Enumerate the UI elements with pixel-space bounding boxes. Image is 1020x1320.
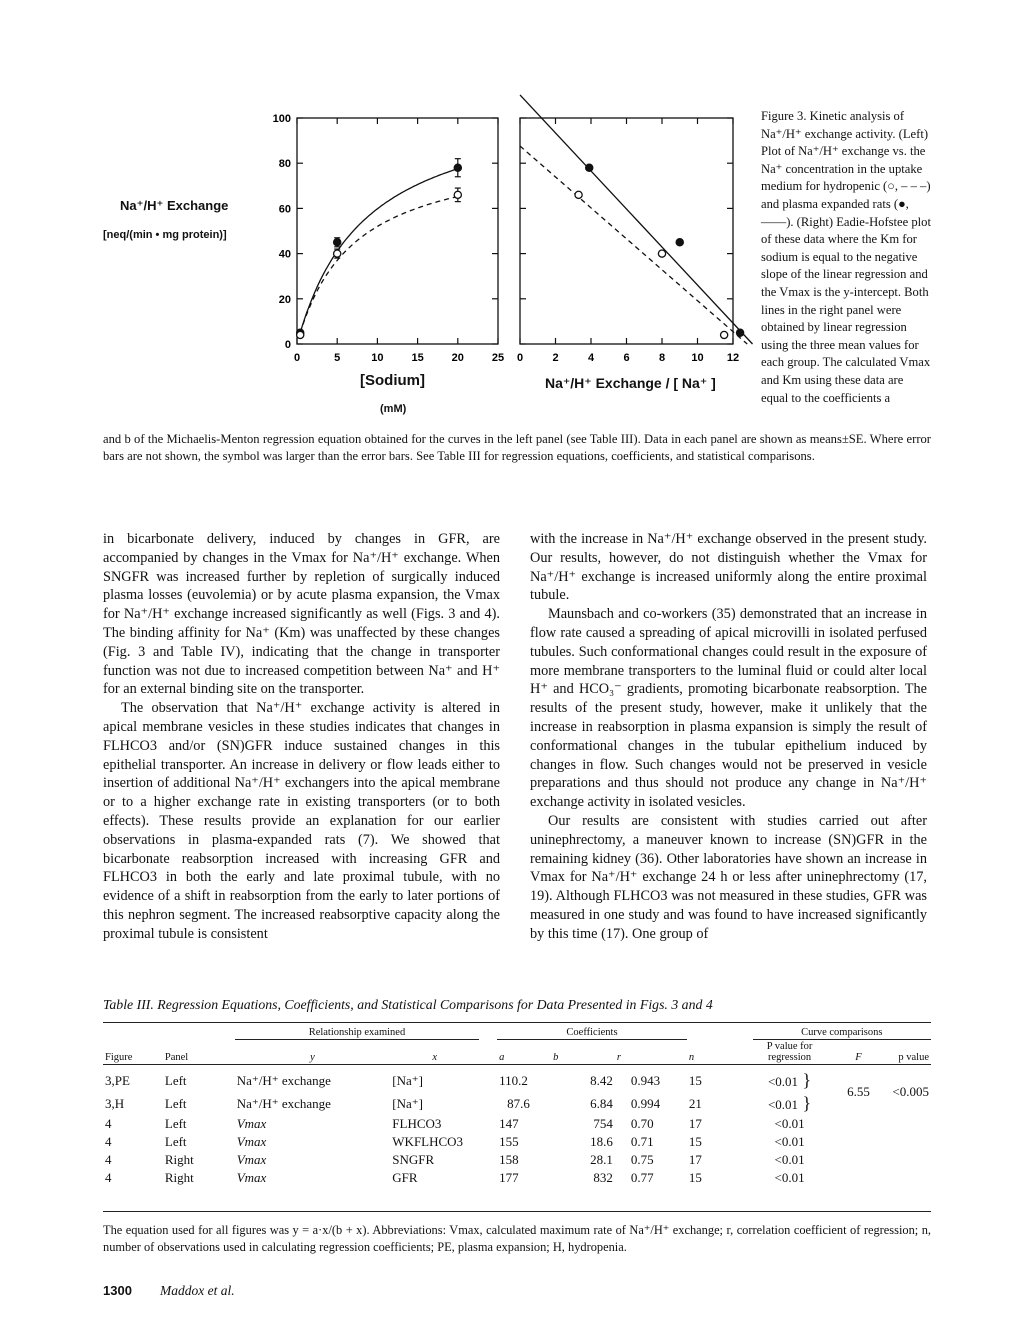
data-point-hydropenic [658,250,665,257]
cell-b: 6.84 [590,1095,613,1111]
cell-F: 6.55 [847,1084,870,1099]
regression-line-hydropenic [520,146,747,344]
column-header: n [688,1052,695,1063]
column-header: x [432,1052,438,1063]
data-point-plasma-expanded [586,164,593,171]
cell-y: Vmax [236,1134,267,1149]
cell-y: Vmax [236,1152,267,1167]
cell-a: 87.6 [507,1095,530,1111]
paragraph: in bicarbonate delivery, induced by changes in GFR, are accompanied by changes in the Vmax for Na⁺/H⁺ exchange. When SNGFR was increased further by repletion of surgically induced plasma losses (euvolemia) or by acute plasma expansion, the Vmax for Na⁺/H⁺ exchange increased significantly as well (Figs. 3 and 4). The binding affinity for Na⁺ (Km) was unaffected by these changes (Fig. 3 and Table IV), indicating that the change in transporter function was not due to increased competition between Na⁺ and H⁺ for an external binding site on the transporter. [103,531,500,698]
cell-figure: 4 [105,1116,112,1131]
figure-caption: Figure 3. Kinetic analysis of Na⁺/H⁺ exchange activity. (Left) Plot of Na⁺/H⁺ exchange vs. the Na⁺ concentration in the uptake medium for hydropenic (○, – – –) and plasma expanded rats (●, ——). (Right) Eadie-Hofstee plot of these data where the Km for sodium is equal to the negative slope of the linear regression and the Vmax is the y-intercept. Both lines in the right panel were obtained by linear regression using the three mean values for each group. The calculated Vmax and Km using these data are equal to the coefficients a [761,109,931,405]
cell-p: <0.01 [774,1170,805,1185]
right-x-axis-label: Na⁺/H⁺ Exchange / [ Na⁺ ] [545,375,716,391]
plot-frame [297,118,498,344]
cell-y: Na⁺/H⁺ exchange [236,1072,331,1088]
cell-a: 110.2 [499,1072,528,1088]
table-row [103,1169,931,1187]
y-tick-label: 40 [278,248,291,261]
cell-n: 21 [688,1095,702,1111]
cell-figure: 3,PE [105,1072,130,1088]
data-point-plasma-expanded [334,239,341,246]
x-tick-label: 10 [691,352,704,364]
group-header: Curve comparisons [753,1026,931,1040]
paragraph: The observation that Na⁺/H⁺ exchange activity is altered in apical membrane vesicles in these studies indicates that changes in FLHCO3 and/or (SN)GFR induce sustained changes in this epithelial transporter. An increase in delivery or flow leads either to insertion of additional Na⁺/H⁺ exchangers into the apical membrane or to a higher exchange rate in existing transporters (or to both effects). These results provide an explanation for our earlier observations in plasma-expanded rats (7). We showed that bicarbonate reabsorption increased with increasing GFR and FLHCO3 in both the early and late proximal tubule, with no evidence of a shift in reabsorption from the early to later portions of this nephron segment. The increased reabsorptive capacity along the proximal tubule is consistent [103,700,500,942]
data-point-plasma-expanded [454,164,461,171]
x-tick-label: 15 [411,352,424,364]
cell-r: 0.943 [630,1072,661,1088]
cell-a: 177 [499,1170,519,1185]
y-tick-label: 80 [278,158,291,171]
cell-b: 8.42 [590,1072,613,1088]
fit-curve-plasma-expanded [300,169,458,333]
column-header: P value for regression [766,1041,813,1063]
figure-caption-continued: and b of the Michaelis-Menton regression equation obtained for the curves in the left panel (see Table III). Data in each panel are shown as means±SE. Where error bars are not shown, the symbol was larger than the error bars. See Table III for regression equations, coefficients, and statistical comparisons. [103,432,931,463]
cell-x: [Na⁺] [392,1095,423,1111]
cell-n: 17 [688,1116,702,1131]
x-tick-label: 2 [552,352,559,364]
column-header: y [310,1052,315,1063]
cell-a: 158 [499,1152,519,1167]
x-tick-label: 0 [293,352,301,364]
cell-r: 0.77 [630,1170,654,1185]
x-tick-label: 12 [726,352,740,364]
regression-line-plasma-expanded [520,95,753,344]
group-header: Coefficients [497,1026,687,1040]
cell-b: 832 [593,1170,613,1185]
x-tick-label: 25 [491,352,505,364]
cell-panel: Left [164,1134,187,1149]
data-point-hydropenic [334,250,341,257]
cell-x: WKFLHCO3 [392,1134,464,1149]
x-tick-label: 8 [658,352,666,364]
page-number: 1300 [103,1283,132,1298]
cell-figure: 4 [105,1134,112,1149]
cell-p: <0.01 [774,1152,805,1167]
regression-table [103,1026,931,1187]
cell-figure: 4 [105,1152,112,1167]
x-tick-label: 20 [451,352,464,364]
y-tick-label: 0 [284,339,291,351]
cell-r: 0.70 [630,1116,654,1131]
group-header: Relationship examined [235,1026,480,1040]
cell-p: <0.01 [767,1097,799,1112]
plot-frame [520,118,733,344]
x-tick-label: 4 [587,352,595,364]
paragraph: with the increase in Na⁺/H⁺ exchange observed in the present study. Our results, however, do not distinguish whether the Vmax for Na⁺/H⁺ exchange is increased uniformly along the entire proximal tubule. [530,531,927,604]
cell-panel: Right [164,1152,194,1167]
x-tick-label: 10 [371,352,384,364]
body-column-right [530,530,927,944]
cell-panel: Left [164,1072,187,1088]
column-header: Figure [105,1052,133,1063]
cell-b: 754 [593,1116,613,1131]
column-header: r [616,1052,622,1063]
table-row [103,1151,931,1169]
cell-x: [Na⁺] [392,1072,423,1088]
table-row [103,1115,931,1133]
cell-p: <0.01 [774,1134,805,1149]
cell-n: 15 [688,1170,702,1185]
cell-x: GFR [392,1170,418,1185]
table-row: 3,H Left Na⁺/H⁺ exchange [Na⁺] 87.6 6.84 0.994 21 <0.01 } [105,1093,812,1113]
cell-x: FLHCO3 [392,1116,442,1131]
cell-r: 0.994 [630,1095,661,1111]
x-tick-label: 0 [516,352,524,364]
left-x-axis-unit: (mM) [380,403,407,415]
paragraph: Maunsbach and co-workers (35) demonstrated that an increase in flow rate caused a spreading of apical microvilli in isolated perfused tubules. Such conformational changes could result in the exposure of more membrane transporters to the luminal fluid or could alter local H⁺ and HCO₃⁻ gradients, promoting bicarbonate reabsorption. The results of the present study, however, make it unlikely that the increase in reabsorption in plasma expansion is simply the result of conformational changes in the tubular epithelium induced by changes in flow. Such changes would not be preserved in vesicle preparations and thus should not produce any change in Na⁺/H⁺ exchange activity in isolated vesicles. [530,606,927,811]
paragraph: Our results are consistent with studies carried out after uninephrectomy, a maneuver known to increase (SN)GFR in the remaining kidney (36). Other laboratories have shown an increase in Vmax for Na⁺/H⁺ exchange 24 h or less after uninephrectomy (17, 19). Although FLHCO3 was not measured in these studies, GFR was measured in one study and was found to have increased significantly by this time (17). One group of [530,812,927,942]
cell-y: Vmax [236,1170,267,1185]
data-point-hydropenic [297,331,304,338]
cell-a: 155 [499,1134,519,1149]
cell-a: 147 [499,1116,519,1131]
cell-p-value: <0.005 [892,1084,929,1099]
cell-n: 15 [688,1134,702,1149]
cell-figure: 3,H [105,1095,125,1111]
left-x-axis-label: [Sodium] [360,372,425,389]
cell-b: 28.1 [590,1152,613,1167]
cell-r: 0.71 [630,1134,654,1149]
cell-p: <0.01 [767,1074,799,1089]
cell-r: 0.75 [630,1152,654,1167]
cell-panel: Left [164,1095,187,1111]
y-tick-label: 100 [272,113,291,125]
column-header: F [855,1052,862,1063]
cell-panel: Left [164,1116,187,1131]
y-axis-label-line1: Na⁺/H⁺ Exchange [120,198,229,213]
data-point-hydropenic [721,331,728,338]
data-point-hydropenic [454,191,461,198]
x-tick-label: 6 [623,352,630,364]
cell-n: 15 [688,1072,702,1088]
cell-b: 18.6 [590,1134,613,1149]
table-row: 3,PE Left Na⁺/H⁺ exchange [Na⁺] 110.2 8.42 0.943 15 <0.01 } 6.55 <0.005 [103,1069,931,1092]
cell-figure: 4 [105,1170,112,1185]
table-footnote: The equation used for all figures was y = a·x/(b + x). Abbreviations: Vmax, calculated maximum rate of Na⁺/H⁺ exchange; r, correlation coefficient of regression; n, number of observations used in calculating regression coefficients; PE, plasma expansion; H, hydropenia. [103,1223,931,1254]
running-author: Maddox et al. [160,1283,235,1298]
y-tick-label: 60 [278,203,291,216]
fit-curve-hydropenic [300,197,458,334]
column-header: b [553,1052,559,1063]
table-top-rule [103,1022,931,1023]
cell-y: Na⁺/H⁺ exchange [236,1095,331,1111]
cell-y: Vmax [236,1116,267,1131]
table-title: Table III. Regression Equations, Coefficients, and Statistical Comparisons for Data Presented in Figs. 3 and 4 [103,997,713,1012]
data-point-plasma-expanded [676,239,683,246]
y-axis-label-line2: [neq/(min • mg protein)] [103,229,227,241]
column-header: p value [898,1052,929,1063]
table-row [103,1133,931,1151]
y-tick-label: 20 [278,293,291,306]
cell-panel: Right [164,1170,194,1185]
cell-x: SNGFR [392,1152,435,1167]
table-bottom-rule [103,1211,931,1212]
cell-n: 17 [688,1152,702,1167]
column-header: Panel [164,1052,189,1063]
data-point-hydropenic [575,191,582,198]
body-column-left [103,530,500,944]
x-tick-label: 5 [334,352,341,364]
column-header: a [499,1052,505,1063]
cell-p: <0.01 [774,1116,805,1131]
